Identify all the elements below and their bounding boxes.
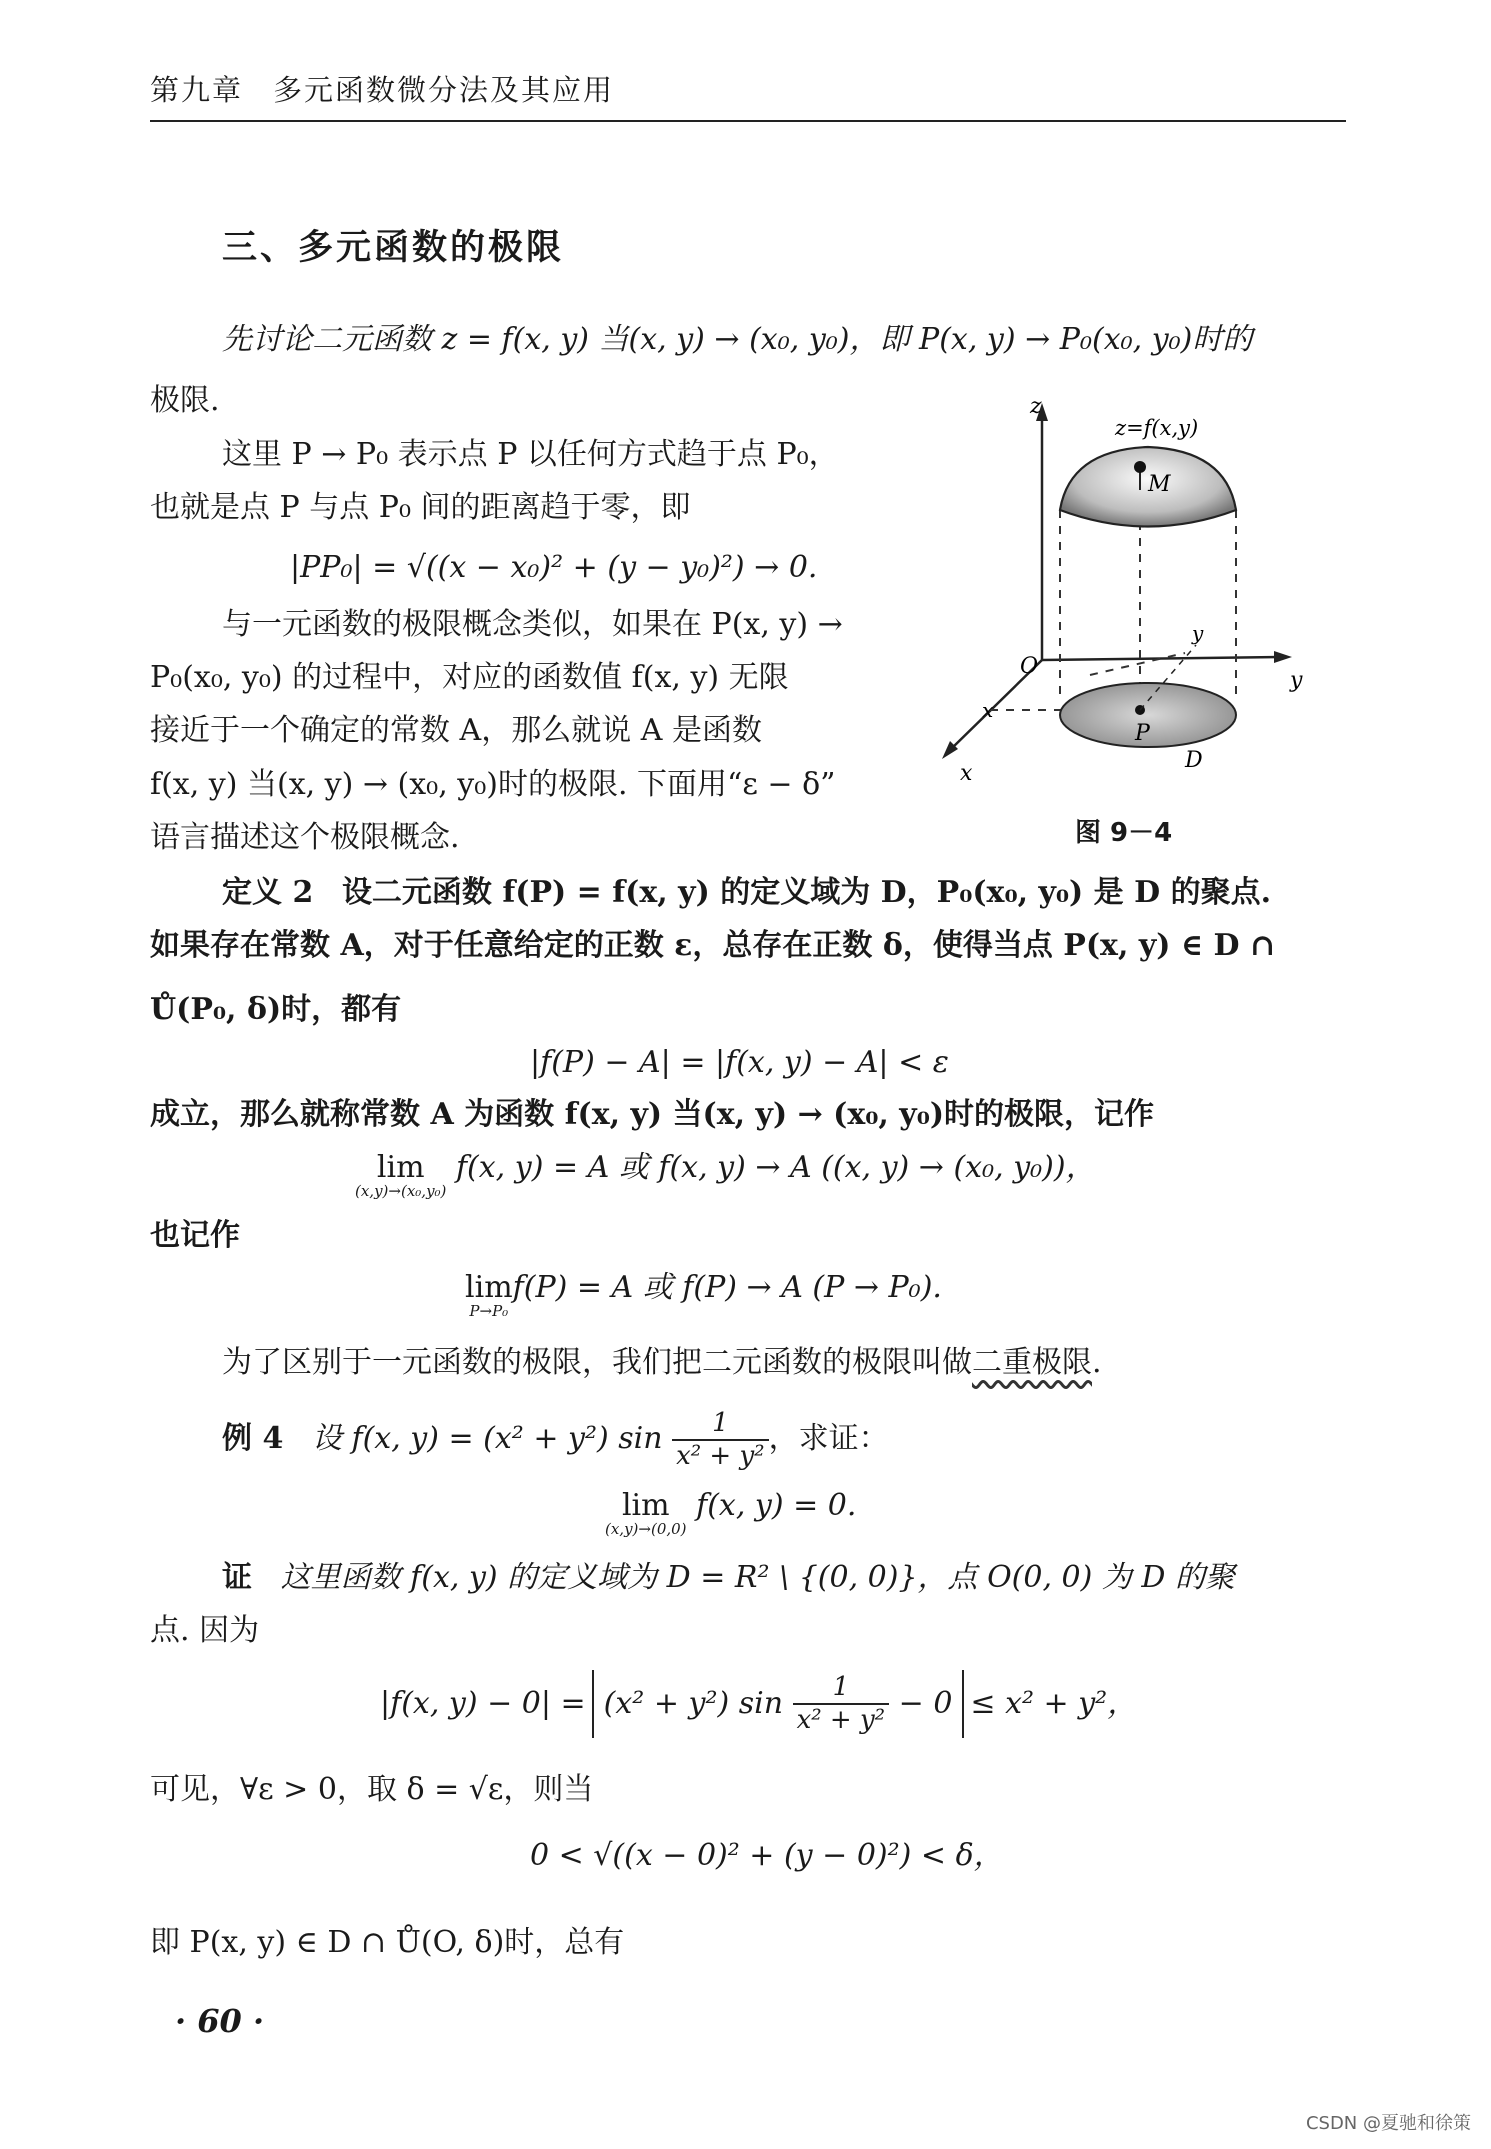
label-P: P: [1135, 721, 1150, 746]
definition-text-1: 设二元函数 f(P) = f(x, y) 的定义域为 D，P₀(x₀, y₀) 是 D 的聚点.: [341, 875, 1272, 910]
double-limit-line: [222, 1345, 1102, 1381]
bound-minus: − 0: [898, 1686, 953, 1722]
label-M: M: [1148, 472, 1171, 497]
bound-denominator: x² + y²: [796, 1705, 886, 1736]
example-limit: [605, 1488, 856, 1538]
label-y-point: y: [1192, 621, 1204, 645]
label-z: z: [1030, 395, 1042, 419]
example-4-line: [222, 1408, 889, 1472]
proof-text-1: 这里函数 f(x, y) 的定义域为 D = R² \ {(0, 0)}，点 O(0, 0) 为 D 的聚: [280, 1560, 1235, 1595]
bound-numerator: 1: [793, 1672, 890, 1705]
para-line-7: P₀(x₀, y₀) 的过程中，对应的函数值 f(x, y) 无限: [150, 660, 789, 695]
label-surface: z=f(x,y): [1115, 416, 1199, 440]
definition-label: 定义 2: [222, 875, 314, 910]
ji-line: 即 P(x, y) ∈ D ∩ Ů(O, δ)时，总有: [150, 1925, 625, 1960]
example-statement: 设 f(x, y) = (x² + y²) sin: [311, 1421, 663, 1457]
para-line-2: 极限.: [150, 383, 220, 418]
double-limit-term: 二重极限: [972, 1345, 1092, 1380]
para-line-1: 先讨论二元函数 z = f(x, y) 当(x, y) → (x₀, y₀)，即 P(x, y) → P₀(x₀, y₀)时的: [222, 322, 1253, 357]
para-line-8: 接近于一个确定的常数 A，那么就说 A 是函数: [150, 713, 762, 748]
definition-line-2: 如果存在常数 A，对于任意给定的正数 ε，总存在正数 δ，使得当点 P(x, y) ∈ D ∩: [150, 928, 1276, 963]
watermark: CSDN @夏驰和徐策: [1305, 2113, 1471, 2134]
example-fraction: [672, 1408, 769, 1472]
bound-left: |f(x, y) − 0| =: [380, 1686, 586, 1722]
para-line-10: 语言描述这个极限概念.: [150, 820, 460, 855]
para-line-4: 也就是点 P 与点 P₀ 间的距离趋于零，即: [150, 490, 691, 525]
double-limit-text: 为了区别于一元函数的极限，我们把二元函数的极限叫做: [222, 1345, 972, 1380]
chapter-label: 第九章: [150, 73, 244, 107]
proof-line-2: 点. 因为: [150, 1613, 260, 1648]
proof-label: 证: [222, 1560, 252, 1595]
lim-subscript-1: (x,y)→(x₀,y₀): [355, 1182, 447, 1200]
bound-right: ≤ x² + y²，: [970, 1686, 1138, 1722]
figure-9-4: [930, 395, 1330, 795]
epsilon-inequality: |f(P) − A| = |f(x, y) − A| < ε: [530, 1045, 949, 1080]
lim-word-2: lim: [465, 1270, 513, 1305]
para-line-9: f(x, y) 当(x, y) → (x₀, y₀)时的极限. 下面用“ε − δ”: [150, 767, 836, 802]
example-tail: ，求证：: [768, 1421, 889, 1457]
chapter-title: 多元函数微分法及其应用: [273, 73, 615, 107]
definition-line-3: Ů(P₀, δ)时，都有: [150, 992, 402, 1027]
bound-fraction: [793, 1672, 890, 1736]
delta-condition: 0 < √((x − 0)² + (y − 0)²) < δ，: [530, 1838, 1004, 1873]
lim-subscript-3: (x,y)→(0,0): [605, 1520, 687, 1538]
definition-line-1: [222, 875, 1271, 911]
proof-line-1: [222, 1560, 1235, 1596]
para-line-6: 与一元函数的极限概念类似，如果在 P(x, y) →: [222, 607, 843, 642]
definition-line-4: 成立，那么就称常数 A 为函数 f(x, y) 当(x, y) → (x₀, y₀)时的极限，记作: [150, 1097, 1155, 1132]
page-number: · 60 ·: [175, 2002, 265, 2040]
limit-body-1: f(x, y) = A 或 f(x, y) → A ((x, y) → (x₀, y₀))，: [455, 1150, 1096, 1185]
y-axis: [1042, 657, 1280, 660]
label-O: O: [1020, 654, 1039, 679]
label-D: D: [1185, 748, 1203, 773]
bound-mid: (x² + y²) sin: [603, 1686, 784, 1722]
figure-caption: 图 9－4: [1075, 818, 1173, 848]
limit-notation-1: [355, 1150, 1096, 1200]
header-rule: [150, 120, 1346, 122]
limit-notation-2: [465, 1270, 942, 1320]
limit-body-2: f(P) = A 或 f(P) → A (P → P₀).: [512, 1270, 942, 1305]
lim-subscript-2: P→P₀: [469, 1302, 509, 1320]
abs-value-group: [592, 1670, 965, 1738]
label-y-axis: y: [1290, 668, 1303, 693]
example-label: 例 4: [222, 1421, 284, 1457]
label-x-point: x: [982, 698, 994, 722]
double-limit-period: .: [1092, 1345, 1102, 1380]
bound-inequality: [380, 1670, 1137, 1738]
example-limit-body: f(x, y) = 0.: [696, 1488, 857, 1523]
kejian-line: 可见，∀ε > 0，取 δ = √ε，则当: [150, 1772, 594, 1807]
running-header: [150, 68, 644, 109]
distance-formula: |PP₀| = √((x − x₀)² + (y − y₀)²) → 0.: [290, 550, 818, 585]
para-line-3: 这里 P → P₀ 表示点 P 以任何方式趋于点 P₀，: [222, 437, 839, 472]
lim-word-3: lim: [621, 1488, 670, 1523]
example-denominator: x² + y²: [676, 1441, 765, 1472]
label-x-axis: x: [960, 761, 973, 786]
y-arrow-icon: [1274, 651, 1292, 663]
example-numerator: 1: [672, 1408, 769, 1441]
also-denoted: 也记作: [150, 1218, 240, 1253]
section-title: 三、多元函数的极限: [222, 228, 565, 268]
lim-word-1: lim: [376, 1150, 425, 1185]
point-M: [1134, 461, 1146, 473]
